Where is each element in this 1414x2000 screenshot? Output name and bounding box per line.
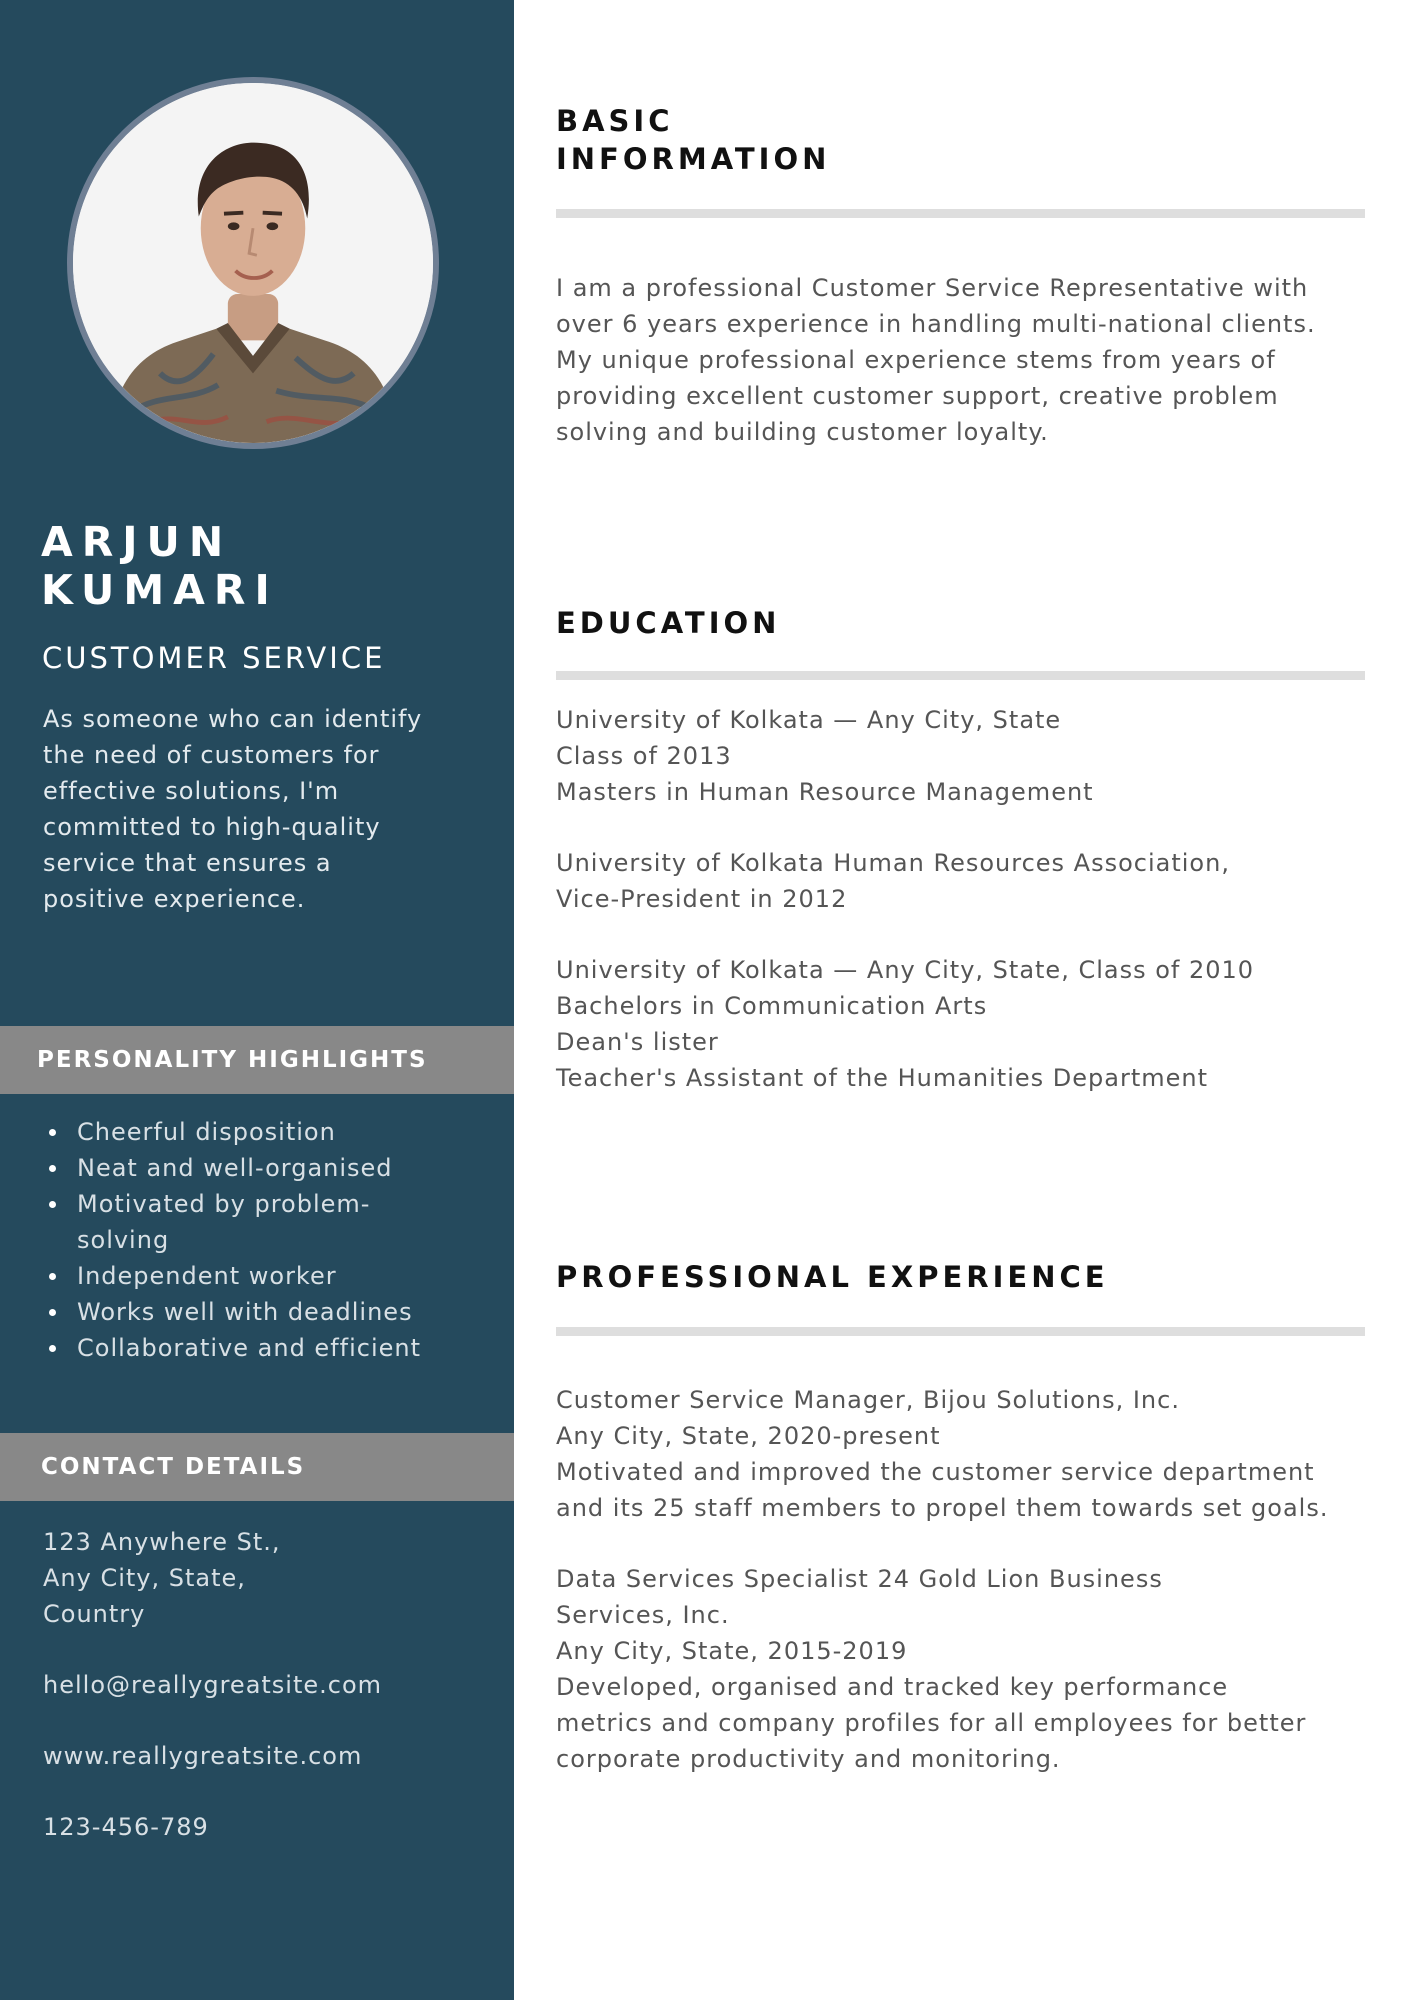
list-item (43, 1186, 483, 1258)
job-title: CUSTOMER SERVICE (42, 641, 386, 675)
contact-email[interactable]: hello@reallygreatsite.com (43, 1671, 383, 1699)
text-line: Masters in Human Resource Management (556, 778, 1094, 806)
text-line: Teacher's Assistant of the Humanities Department (556, 1064, 1208, 1092)
section-divider (556, 1327, 1365, 1336)
profile-photo (67, 77, 439, 449)
candidate-name (41, 518, 481, 614)
text-line: Dean's lister (556, 1028, 719, 1056)
sidebar (0, 0, 514, 2000)
bullet-icon (49, 1273, 56, 1280)
bullet-icon (49, 1345, 56, 1352)
list-item (43, 1330, 483, 1366)
text-line: Class of 2013 (556, 742, 732, 770)
highlight-text: Collaborative and efficient (77, 1334, 422, 1362)
name-last: KUMARI (41, 566, 279, 614)
name-first: ARJUN (41, 518, 233, 566)
highlight-text: Independent worker (77, 1262, 337, 1290)
text-line: Any City, State, 2015-2019 (556, 1637, 908, 1665)
experience-entry (556, 1561, 1376, 1777)
highlight-text: Motivated by problem- (77, 1190, 371, 1218)
contact-website[interactable]: www.reallygreatsite.com (43, 1742, 363, 1770)
summary-line: service that ensures a (43, 849, 332, 877)
professional-experience-heading: PROFESSIONAL EXPERIENCE (556, 1260, 1109, 1294)
education-entry (556, 702, 1376, 810)
list-item (43, 1150, 483, 1186)
education-entry (556, 845, 1376, 917)
highlight-text: Works well with deadlines (77, 1298, 413, 1326)
address-line: 123 Anywhere St., (43, 1528, 281, 1556)
bullet-icon (49, 1165, 56, 1172)
text-line: Motivated and improved the customer service department (556, 1458, 1315, 1486)
bullet-icon (49, 1309, 56, 1316)
highlight-text: Cheerful disposition (77, 1118, 336, 1146)
summary-line: As someone who can identify (43, 705, 423, 733)
text-line: Bachelors in Communication Arts (556, 992, 988, 1020)
personality-highlights-heading: PERSONALITY HIGHLIGHTS (0, 1026, 514, 1094)
profile-summary (43, 701, 483, 917)
summary-line: effective solutions, I'm (43, 777, 340, 805)
text-line: Customer Service Manager, Bijou Solutions, Inc. (556, 1386, 1180, 1414)
section-divider (556, 671, 1365, 680)
person-portrait-icon (73, 83, 433, 443)
contact-details-heading: CONTACT DETAILS (0, 1433, 514, 1501)
highlight-text-continued: solving (77, 1226, 170, 1254)
text-line: and its 25 staff members to propel them towards set goals. (556, 1494, 1329, 1522)
contact-address (43, 1524, 483, 1632)
text-line: I am a professional Customer Service Representative with (556, 274, 1309, 302)
highlight-text: Neat and well-organised (77, 1154, 393, 1182)
text-line: University of Kolkata — Any City, State (556, 706, 1062, 734)
education-entry (556, 952, 1376, 1096)
address-line: Country (43, 1600, 146, 1628)
text-line: Services, Inc. (556, 1601, 730, 1629)
bullet-icon (49, 1201, 56, 1208)
text-line: corporate productivity and monitoring. (556, 1745, 1061, 1773)
summary-line: committed to high-quality (43, 813, 381, 841)
text-line: solving and building customer loyalty. (556, 418, 1049, 446)
text-line: Data Services Specialist 24 Gold Lion Business (556, 1565, 1163, 1593)
heading-line: BASIC (556, 104, 674, 138)
personality-highlights-list (43, 1114, 483, 1366)
address-line: Any City, State, (43, 1564, 246, 1592)
contact-phone: 123-456-789 (43, 1813, 209, 1841)
summary-line: positive experience. (43, 885, 306, 913)
bullet-icon (49, 1129, 56, 1136)
text-line: My unique professional experience stems from years of (556, 346, 1276, 374)
list-item (43, 1258, 483, 1294)
text-line: Developed, organised and tracked key performance (556, 1673, 1229, 1701)
text-line: University of Kolkata Human Resources Association, (556, 849, 1230, 877)
text-line: over 6 years experience in handling multi-national clients. (556, 310, 1316, 338)
text-line: Vice-President in 2012 (556, 885, 848, 913)
text-line: metrics and company profiles for all employees for better (556, 1709, 1307, 1737)
list-item (43, 1114, 483, 1150)
text-line: Any City, State, 2020-present (556, 1422, 941, 1450)
text-line: providing excellent customer support, creative problem (556, 382, 1279, 410)
basic-information-heading (556, 102, 1356, 178)
summary-line: the need of customers for (43, 741, 380, 769)
experience-entry (556, 1382, 1376, 1526)
education-heading: EDUCATION (556, 606, 781, 640)
section-divider (556, 209, 1365, 218)
text-line: University of Kolkata — Any City, State, Class of 2010 (556, 956, 1255, 984)
basic-information-text (556, 270, 1376, 450)
list-item (43, 1294, 483, 1330)
heading-line: INFORMATION (556, 142, 831, 176)
